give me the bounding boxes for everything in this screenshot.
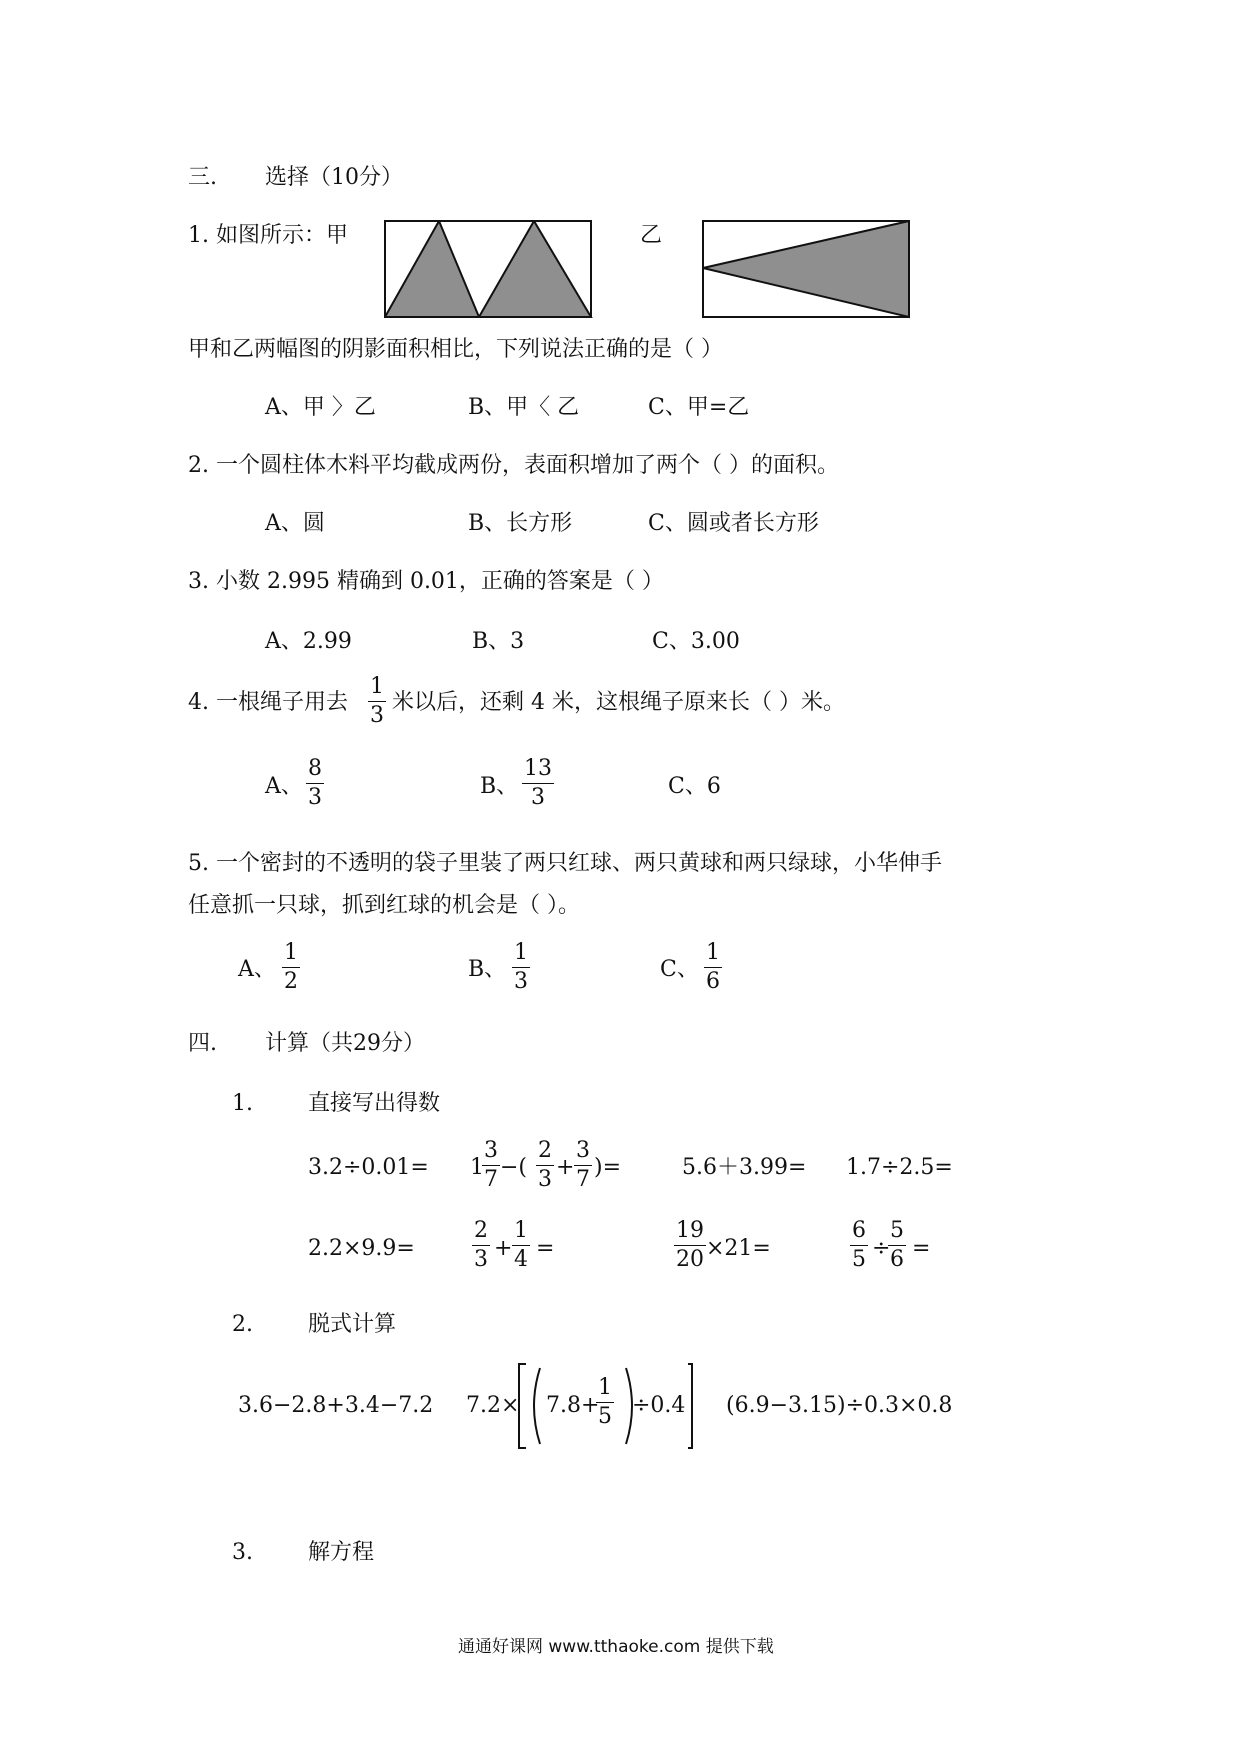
q1-option-c: C、甲=乙 [648,395,750,420]
calc-expr-2-frac-2-den: 3 [538,1167,552,1192]
q3-option-a: A、2.99 [265,629,352,654]
q2-option-c: C、圆或者长方形 [648,511,819,536]
calc-expr-6-frac-2-num: 1 [514,1218,528,1243]
q4-text-post: 米以后，还剩 4 米，这根绳子原来长（ ）米。 [392,690,845,715]
q4-fraction [368,676,386,727]
q4-text-pre: 4. 一根绳子用去 [188,690,348,715]
calc-expr-5: 2.2×9.9= [308,1236,415,1261]
calc-expr-2-frac-1 [482,1140,500,1191]
calc-expr-7-rest: ×21= [706,1236,771,1261]
q5-line1: 5. 一个密封的不透明的袋子里装了两只红球、两只黄球和两只绿球，小华伸手 [188,851,942,876]
q4-fraction-denominator: 3 [370,703,384,728]
sub2-title: 脱式计算 [308,1312,397,1337]
figure-yi [702,220,912,320]
section3-title: 选择（10分） [265,165,403,190]
q4-option-b-fraction [522,758,554,809]
calc-expr-8-divide: ÷ [872,1236,891,1261]
calc-expr-6-frac-2-den: 4 [514,1247,528,1272]
calc-expr-7-frac [674,1220,706,1271]
calc-expr-6-frac-2 [512,1220,530,1271]
step-calc-2-prefix: 7.2× [466,1393,520,1418]
q4-option-b-denominator: 3 [531,785,545,810]
q4-option-a-label: A、 [265,774,303,799]
calc-expr-4: 1.7÷2.5= [846,1155,953,1180]
q1-prefix: 1. 如图所示：甲 [188,223,348,248]
q4-option-a-fraction [306,758,324,809]
calc-expr-2-frac-3 [574,1140,592,1191]
q5-option-a-denominator: 2 [284,969,298,994]
q5-option-c-denominator: 6 [706,969,720,994]
q4-option-a-numerator: 8 [308,756,322,781]
calc-expr-3: 5.6＋3.99= [682,1155,807,1180]
calc-expr-6-plus: + [494,1236,513,1261]
q1-option-a: A、甲 〉乙 [265,395,376,420]
q2-option-b: B、长方形 [468,511,573,536]
step-calc-2-frac-num: 1 [598,1375,612,1400]
calc-expr-7-frac-den: 20 [676,1247,704,1272]
q5-option-a-fraction [282,942,300,993]
section4-number: 四. [188,1031,217,1056]
step-calc-1: 3.6−2.8+3.4−7.2 [238,1393,434,1418]
q3-text: 3. 小数 2.995 精确到 0.01，正确的答案是（ ） [188,569,664,594]
q5-option-b-fraction [512,942,530,993]
q2-option-a: A、圆 [265,511,325,536]
section3-number: 三. [188,165,217,190]
step-calc-3: (6.9−3.15)÷0.3×0.8 [726,1393,953,1418]
calc-expr-8-frac-1 [850,1220,868,1271]
sub3-title: 解方程 [308,1540,375,1565]
q5-option-b-denominator: 3 [514,969,528,994]
calc-expr-2-plus: + [556,1155,575,1180]
q3-option-b: B、3 [472,629,525,654]
q5-option-c-numerator: 1 [706,940,720,965]
q2-text: 2. 一个圆柱体木料平均截成两份，表面积增加了两个（ ）的面积。 [188,453,839,478]
q5-option-b-numerator: 1 [514,940,528,965]
calc-expr-8-frac-2-num: 5 [890,1218,904,1243]
sub1-title: 直接写出得数 [308,1091,441,1116]
q3-option-c: C、3.00 [652,629,740,654]
figure-jia [384,220,594,320]
sub1-number: 1. [232,1091,253,1116]
calc-expr-2-whole: 1 [470,1155,484,1180]
calc-expr-2-frac-3-num: 3 [576,1138,590,1163]
section4-title: 计算（共29分） [265,1031,425,1056]
sub3-number: 3. [232,1540,253,1565]
q4-option-b-label: B、 [480,774,519,799]
calc-expr-2-frac-1-num: 3 [484,1138,498,1163]
q4-option-b-numerator: 13 [524,756,552,781]
q5-option-c-label: C、 [660,957,699,982]
calc-expr-2-frac-2 [536,1140,554,1191]
q5-option-c-fraction [704,942,722,993]
q4-option-a-denominator: 3 [308,785,322,810]
calc-expr-6-frac-1-den: 3 [474,1247,488,1272]
q1-option-b: B、甲〈 乙 [468,395,580,420]
q5-option-a-label: A、 [238,957,276,982]
calc-expr-1: 3.2÷0.01= [308,1155,429,1180]
q5-option-a-numerator: 1 [284,940,298,965]
calc-expr-8-frac-2-den: 6 [890,1247,904,1272]
calc-expr-8-equals: = [912,1236,931,1261]
q1-question: 甲和乙两幅图的阴影面积相比，下列说法正确的是（ ） [188,337,723,362]
step-calc-2-inner: 7.8+ [546,1393,600,1418]
calc-expr-6-frac-1 [472,1220,490,1271]
calc-expr-8-frac-2 [888,1220,906,1271]
calc-expr-7-frac-num: 19 [676,1218,704,1243]
sub2-number: 2. [232,1312,253,1337]
calc-expr-2-end: )= [594,1155,622,1180]
q4-fraction-numerator: 1 [370,674,384,699]
calc-expr-6-equals: = [536,1236,555,1261]
q5-line2: 任意抓一只球，抓到红球的机会是（ ）。 [188,893,580,918]
step-calc-2-frac [596,1377,614,1428]
page-footer: 通通好课网 www.tthaoke.com 提供下载 [458,1637,774,1657]
calc-expr-2-frac-3-den: 7 [576,1167,590,1192]
q5-option-b-label: B、 [468,957,507,982]
calc-expr-2-frac-1-den: 7 [484,1167,498,1192]
calc-expr-6-frac-1-num: 2 [474,1218,488,1243]
calc-expr-2-frac-2-num: 2 [538,1138,552,1163]
calc-expr-2-minus: −( [500,1155,528,1180]
q1-label-yi: 乙 [640,223,663,248]
q4-option-c: C、6 [668,774,721,799]
step-calc-2-suffix: ÷0.4 [632,1393,686,1418]
step-calc-2-frac-den: 5 [598,1404,612,1429]
calc-expr-8-frac-1-num: 6 [852,1218,866,1243]
calc-expr-8-frac-1-den: 5 [852,1247,866,1272]
